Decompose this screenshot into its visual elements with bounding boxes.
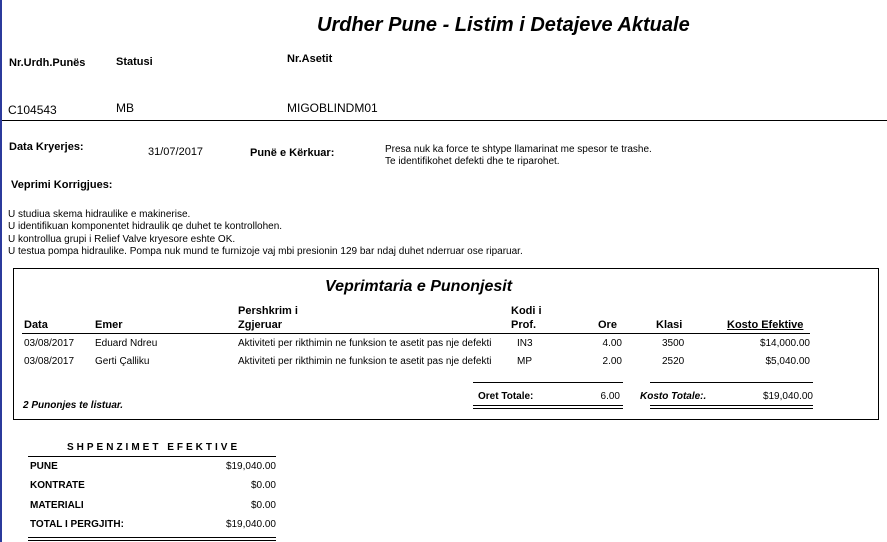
col-class: Klasi: [656, 319, 683, 331]
expense-labor-value: $19,040.00: [225, 461, 276, 472]
hours-total-rule-2: [473, 408, 623, 409]
corrective-line-1: U studiua skema hidraulike e makinerise.: [8, 209, 191, 220]
col-desc-line2: Zgjeruar: [238, 319, 283, 331]
completion-date-value: 31/07/2017: [148, 146, 204, 158]
table-row-2-desc: Aktiviteti per rikthimin ne funksion te asetit pas nje defekti: [238, 356, 492, 367]
report-title: Urdher Pune - Listim i Detajeve Aktuale: [317, 14, 690, 36]
status-label: Statusi: [116, 56, 153, 68]
cost-total-value: $19,040.00: [762, 391, 813, 402]
col-desc-line1: Pershkrim i: [238, 305, 298, 317]
employee-count: 2 Punonjes te listuar.: [23, 400, 124, 411]
table-row-1-hours: 4.00: [602, 338, 622, 349]
cost-total-top-rule: [650, 382, 813, 383]
cost-total-rule-1: [650, 405, 813, 406]
table-row-2-cost: $5,040.00: [765, 356, 810, 367]
table-row-2-class: 2520: [662, 356, 685, 367]
corrective-line-2: U identifikuan komponentet hidraulik qe duhet te kontrollohen.: [8, 221, 283, 232]
expense-material-value: $0.00: [250, 500, 276, 511]
requested-work-line-2: Te identifikohet defekti dhe te riparohet.: [385, 156, 560, 167]
expenses-title-rule: [28, 456, 276, 457]
expenses-title: SHPENZIMET EFEKTIVE: [67, 442, 241, 453]
col-date: Data: [24, 319, 48, 331]
col-code-line1: Kodi i: [511, 305, 542, 317]
expense-labor-label: PUNE: [30, 461, 58, 472]
labor-header-rule: [22, 333, 810, 334]
corrective-line-3: U kontrollua grupi i Relief Valve kryesore eshte OK.: [8, 234, 236, 245]
col-hours: Ore: [598, 319, 617, 331]
table-row-2-hours: 2.00: [602, 356, 622, 367]
expense-material-label: MATERIALI: [30, 500, 84, 511]
col-cost: Kosto Efektive: [727, 319, 804, 331]
work-order-value: C104543: [8, 103, 57, 117]
expenses-total-rule-1: [28, 537, 276, 538]
left-margin-rule: [0, 0, 2, 542]
cost-total-label: Kosto Totale:.: [640, 391, 707, 402]
table-row-1-name: Eduard Ndreu: [95, 338, 158, 349]
hours-total-rule-1: [473, 405, 623, 406]
table-row-1-date: 03/08/2017: [24, 338, 75, 349]
col-name: Emer: [95, 319, 123, 331]
header-divider: [2, 120, 887, 121]
requested-work-label: Punë e Kërkuar:: [250, 147, 335, 159]
col-code-line2: Prof.: [511, 319, 537, 331]
hours-total-label: Oret Totale:: [478, 391, 534, 402]
table-row-1-desc: Aktiviteti per rikthimin ne funksion te asetit pas nje defekti: [238, 338, 492, 349]
expense-total-value: $19,040.00: [225, 519, 276, 530]
table-row-2-date: 03/08/2017: [24, 356, 75, 367]
hours-total-value: 6.00: [600, 391, 620, 402]
corrective-action-label: Veprimi Korrigjues:: [11, 179, 113, 191]
table-row-1-code: IN3: [517, 338, 533, 349]
corrective-line-4: U testua pompa hidraulike. Pompa nuk mund te furnizoje vaj mbi presionin 129 bar ndaj duhet nderruar ose riparuar.: [8, 246, 523, 257]
expense-contract-label: KONTRATE: [30, 480, 85, 491]
completion-date-label: Data Kryerjes:: [9, 141, 84, 153]
status-value: MB: [116, 101, 134, 115]
expense-contract-value: $0.00: [250, 480, 276, 491]
table-row-1-class: 3500: [662, 338, 685, 349]
asset-label: Nr.Asetit: [287, 53, 333, 65]
hours-total-top-rule: [473, 382, 623, 383]
expense-total-label: TOTAL I PERGJITH:: [30, 519, 124, 530]
cost-total-rule-2: [650, 408, 813, 409]
expenses-total-rule-2: [28, 540, 276, 541]
asset-value: MIGOBLINDM01: [287, 101, 378, 115]
table-row-2-code: MP: [517, 356, 532, 367]
requested-work-line-1: Presa nuk ka force te shtype llamarinat me spesor te trashe.: [385, 144, 652, 155]
table-row-2-name: Gerti Çalliku: [95, 356, 150, 367]
work-order-label: Nr.Urdh.Punës: [9, 57, 86, 69]
table-row-1-cost: $14,000.00: [759, 338, 810, 349]
labor-title: Veprimtaria e Punonjesit: [325, 278, 513, 295]
